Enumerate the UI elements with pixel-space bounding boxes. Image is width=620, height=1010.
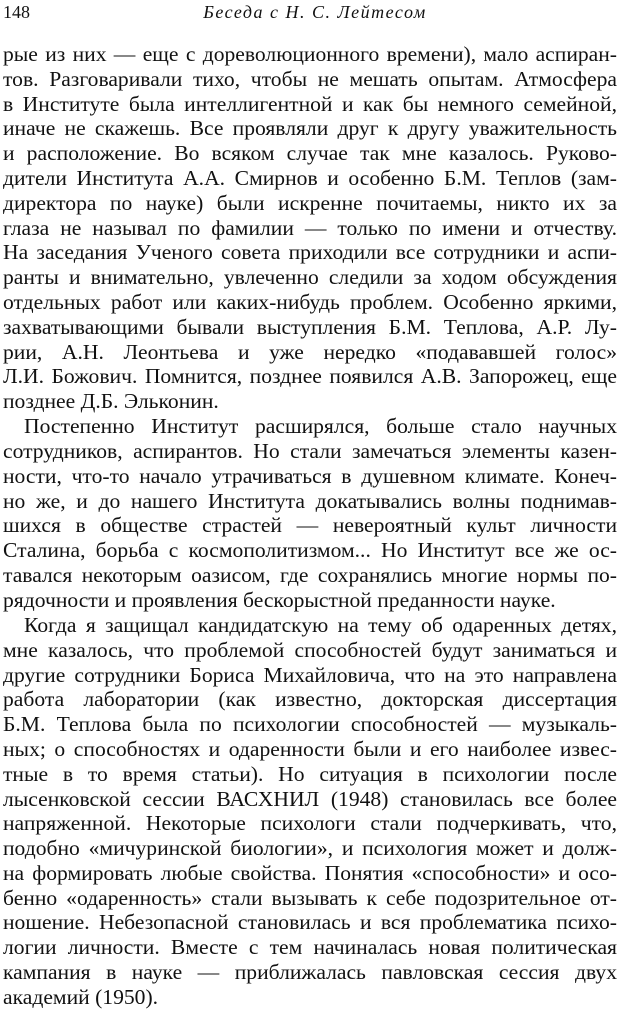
text-line: рые из них — еще с дореволюционного времени), мало аспиран-: [3, 42, 617, 66]
text-line: работа лаборатории (как известно, докторская диссертация: [3, 687, 617, 712]
text-line: логии личности. Вместе с тем начиналась новая политическая: [3, 935, 617, 960]
text-line: шихся в обществе страстей — невероятный культ личности: [3, 513, 617, 538]
text-line: отдельных работ или каких-нибудь проблем. Особенно яркими,: [3, 289, 617, 314]
text-line: Б.М. Теплова была по психологии способностей — музыкаль-: [3, 712, 617, 737]
paragraph-1: [3, 42, 617, 414]
text-line: ранты и внимательно, увлеченно следили за ходом обсуждения: [3, 265, 617, 290]
text-line: кампания в науке — приближалась павловская сессия двух: [3, 960, 617, 985]
text-line: ности, что-то начало утрачиваться в душевном климате. Конеч-: [3, 463, 617, 488]
text-line: и расположение. Во всяком случае так мне казалось. Руково-: [3, 141, 617, 166]
text-line: директора по науке) были искренне почитаемы, никто их за: [3, 190, 617, 215]
text-line: ных; о способностях и одаренности были и его наиболее извес-: [3, 736, 617, 761]
text-line: напряженной. Некоторые психологи стали подчеркивать, что,: [3, 811, 617, 836]
text-line: Л.И. Божович. Помнится, позднее появился А.В. Запорожец, еще: [3, 364, 617, 389]
page-header: [0, 0, 620, 30]
text-line: мне казалось, что проблемой способностей будут заниматься и: [3, 637, 617, 662]
page-number: 148: [3, 2, 30, 22]
text-line: подобно «мичуринской биологии», и психология может и долж-: [3, 836, 617, 861]
text-line: На заседания Ученого совета приходили все сотрудники и аспи-: [3, 240, 617, 265]
text-line: но же, и до нашего Института докатывались волны поднимав-: [3, 488, 617, 513]
text-line: рии, А.Н. Леонтьева и уже нередко «подававшей голос»: [3, 339, 617, 364]
text-line: Сталина, борьба с космополитизмом... Но Институт все же ос-: [3, 538, 617, 563]
text-line: глаза не называл по фамилии — только по имени и отчеству.: [3, 215, 617, 240]
paragraph-3: [3, 613, 617, 1010]
text-line: тавался некоторым оазисом, где сохранялись многие нормы по-: [3, 563, 617, 588]
text-line: бенно «одаренность» стали вызывать к себе подозрительное от-: [3, 885, 617, 910]
text-line: ношение. Небезопасной становилась и вся проблематика психо-: [3, 910, 617, 935]
text-line: тов. Разговаривали тихо, чтобы не мешать опытам. Атмосфера: [3, 66, 617, 91]
text-line: другие сотрудники Бориса Михайловича, что на это направлена: [3, 662, 617, 687]
running-title: Беседа с Н. С. Лейтесом: [203, 2, 427, 22]
text-line: рядочности и проявления бескорыстной преданности науке.: [3, 587, 556, 612]
text-line: сотрудников, аспирантов. Но стали замечаться элементы казен-: [3, 439, 617, 464]
text-line: дители Института А.А. Смирнов и особенно Б.М. Теплов (зам-: [3, 165, 617, 190]
text-line: лысенковской сессии ВАСХНИЛ (1948) становилась все более: [3, 786, 617, 811]
text-line: захватывающими бывали выступления Б.М. Теплова, А.Р. Лу-: [3, 314, 617, 339]
text-line: на формировать любые свойства. Понятия «способности» и осо-: [3, 860, 617, 885]
text-line: иначе не скажешь. Все проявляли друг к другу уважительность: [3, 116, 617, 141]
body-text: [3, 42, 617, 1010]
text-line: Когда я защищал кандидатскую на тему об одаренных детях,: [24, 612, 617, 637]
text-line: позднее Д.Б. Эльконин.: [3, 389, 219, 414]
paragraph-2: [3, 414, 617, 612]
text-line: академий (1950).: [3, 984, 159, 1009]
text-line: в Институте была интеллигентной и как бы немного семейной,: [3, 91, 617, 116]
text-line: тные в то время статьи). Но ситуация в психологии после: [3, 761, 617, 786]
text-line: Постепенно Институт расширялся, больше стало научных: [24, 414, 617, 439]
